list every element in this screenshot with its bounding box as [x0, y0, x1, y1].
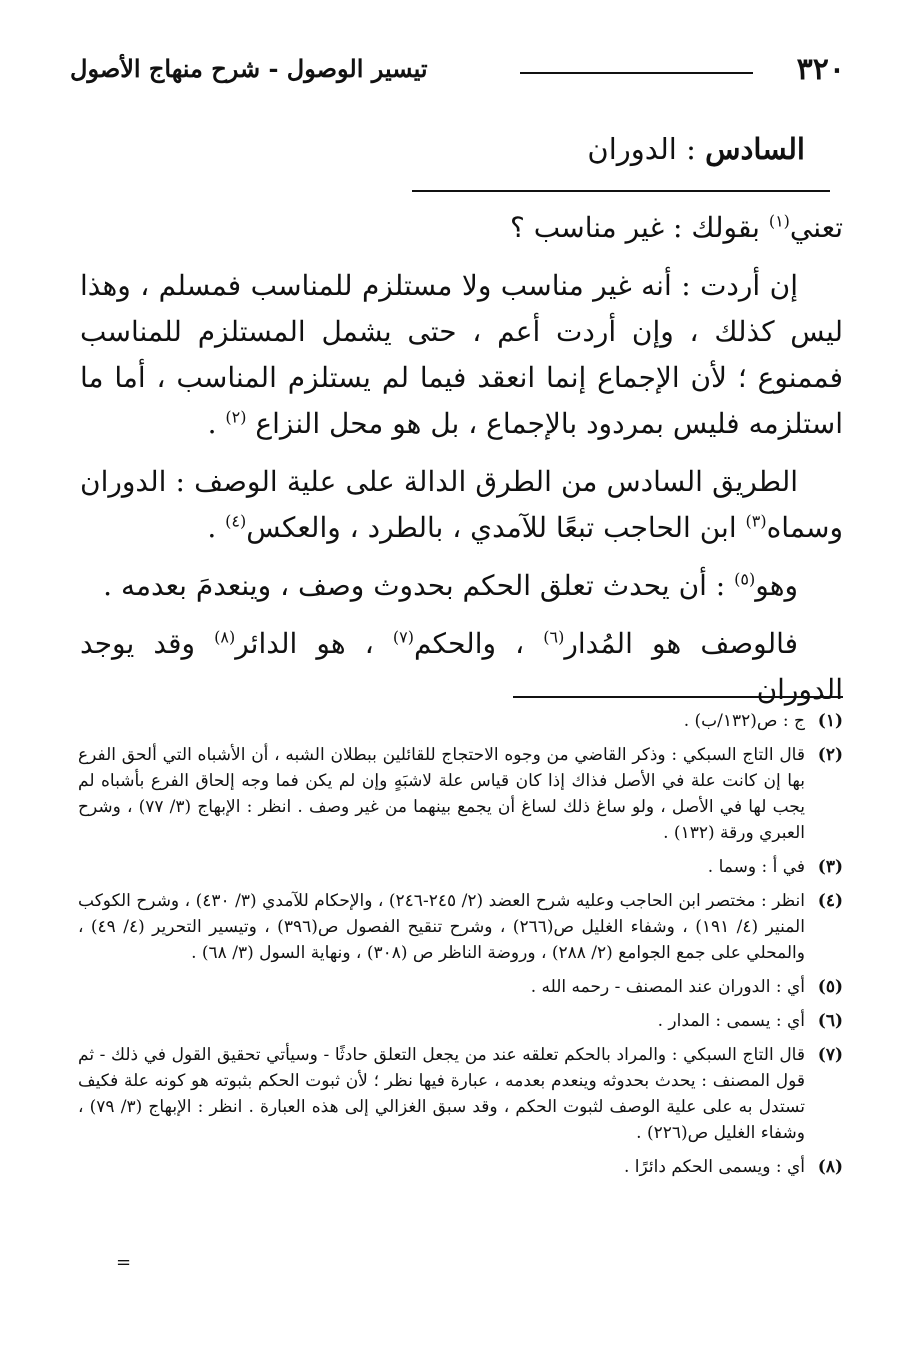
footnote-text: أي : الدوران عند المصنف - رحمه الله . [530, 977, 805, 997]
footnote [78, 1008, 843, 1034]
footnote-text: انظر : مختصر ابن الحاجب وعليه شرح العضد (٢/ ٢٤٥-٢٤٦) ، والإحكام للآمدي (٣/ ٤٣٠) ، وشرح الكوكب المنير (٤/ ١٩١) ، وشفاء الغليل ص(٢٦٦) ، وشرح تنقيح الفصول ص(٣٩٦) ، وتيسير التحرير (٤/ ٤٩) ، والمحلي على جمع الجوامع (٢/ ٢٨٨) ، وروضة الناظر ص (٣٠٨) ، ونهاية السول (٣/ ٦٨) . [78, 891, 806, 963]
header-rule [520, 72, 753, 74]
footnote-number: (٣) [817, 857, 843, 877]
p5-text-a: فالوصف هو المُدار [564, 627, 799, 660]
footnote [78, 1042, 843, 1146]
footnote-text: أي : ويسمى الحكم دائرًا . [624, 1157, 805, 1177]
page-number: ٣٢٠ [796, 52, 845, 87]
p1-text: تعني [789, 211, 843, 244]
running-header [70, 52, 845, 92]
stray-mark: = [116, 1252, 132, 1273]
p4-text-b: : أن يحدث تعلق الحكم بحدوث وصف ، وينعدمَ بعدمه . [103, 569, 735, 602]
paragraph-2 [80, 263, 843, 447]
footnote-number: (١) [817, 711, 843, 731]
footnote-text: قال التاج السبكي : وذكر القاضي من وجوه الاحتجاج للقائلين ببطلان الشبه ، أن الأشباه التي ألحق الفرع بها إن كانت علة في الأصل فذاك إذا كان قياس علة لاشبَهٍ وإن لم يكن فما وجه إلحاق الفرع بأشباه لم يجب لها في الأصل ، ولو ساغ ذلك لساغ أن يجمع بينهما من غير وصف . انظر : الإبهاج (٣/ ٧٧) ، وشرح العبري ورقة (١٣٢) . [78, 745, 805, 843]
footnote-text: ج : ص(١٣٢/ب) . [683, 711, 805, 731]
footnote [78, 888, 843, 966]
footnote-number: (٤) [817, 891, 843, 911]
footnote-ref-8: (٨) [214, 627, 236, 647]
footnote-text: قال التاج السبكي : والمراد بالحكم تعلقه عند من يجعل التعلق حادثًا - وسيأتي تحقيق القول في ذلك - ثم قول المصنف : يحدث بحدوثه وينعدم بعدمه ، عبارة فيها نظر ؛ لأن ثبوت الحكم بثبوته هو كونه علة فكيف تستدل به على علية الوصف لثبوت الحكم ، وقد سبق الغزالي إلى هذه العبارة . انظر : الإبهاج (٣/ ٧٩) ، وشفاء الغليل ص(٢٢٦) . [78, 1045, 805, 1143]
footnote-number: (٨) [817, 1157, 843, 1177]
paragraph-4 [80, 563, 843, 609]
section-rule [412, 190, 830, 192]
p1-rest: بقولك : غير مناسب ؟ [509, 211, 769, 244]
p2-text: إن أردت : أنه غير مناسب ولا مستلزم للمناسب فمسلم ، وهذا ليس كذلك ، وإن أردت أعم ، حتى يشمل المستلزم للمناسب فممنوع ؛ لأن الإجماع إنما انعقد فيما لم يستلزم المناسب ، أما ما استلزمه فليس بمردود بالإجماع ، بل هو محل النزاع [80, 269, 843, 440]
p3-end: . [207, 511, 226, 544]
p5-text-b: ، والحكم [413, 627, 544, 660]
footnote [78, 1154, 843, 1180]
p3-text-a: الطريق السادس من الطرق الدالة على علية الوصف : الدوران وسماه [80, 465, 843, 544]
p5-text-d: وقد يوجد الدوران [80, 627, 843, 706]
footnote-text: أي : يسمى : المدار . [657, 1011, 805, 1031]
footnote-number: (٦) [817, 1011, 843, 1031]
footnote-ref-3: (٣) [745, 511, 767, 531]
p4-text-a: وهو [755, 569, 798, 602]
p5-text-c: ، هو الدائر [235, 627, 393, 660]
book-title: تيسير الوصول - شرح منهاج الأصول [70, 54, 428, 83]
footnote-number: (٥) [817, 977, 843, 997]
footnote-text: في أ : وسما . [707, 857, 805, 877]
p3-text-b: ابن الحاجب تبعًا للآمدي ، بالطرد ، والعكس [246, 511, 746, 544]
footnotes [78, 708, 843, 1188]
footnote-ref-2: (٢) [225, 407, 247, 427]
footnote [78, 974, 843, 1000]
footnote-ref-1: (١) [768, 211, 790, 231]
paragraph-3 [80, 459, 843, 551]
main-text [80, 205, 843, 725]
footnote-number: (٢) [817, 745, 843, 765]
footnote-ref-7: (٧) [392, 627, 414, 647]
p2-end: . [207, 407, 226, 440]
footnote [78, 708, 843, 734]
footnote-ref-5: (٥) [734, 569, 756, 589]
section-heading [587, 132, 805, 166]
paragraph-5 [80, 621, 843, 713]
footnote-separator [513, 696, 843, 698]
section-title: : الدوران [587, 132, 706, 166]
footnote [78, 854, 843, 880]
footnote-ref-6: (٦) [543, 627, 565, 647]
footnote-ref-4: (٤) [225, 511, 247, 531]
section-label: السادس [705, 132, 805, 166]
paragraph-1 [80, 205, 843, 251]
footnote-number: (٧) [817, 1045, 843, 1065]
footnote [78, 742, 843, 846]
